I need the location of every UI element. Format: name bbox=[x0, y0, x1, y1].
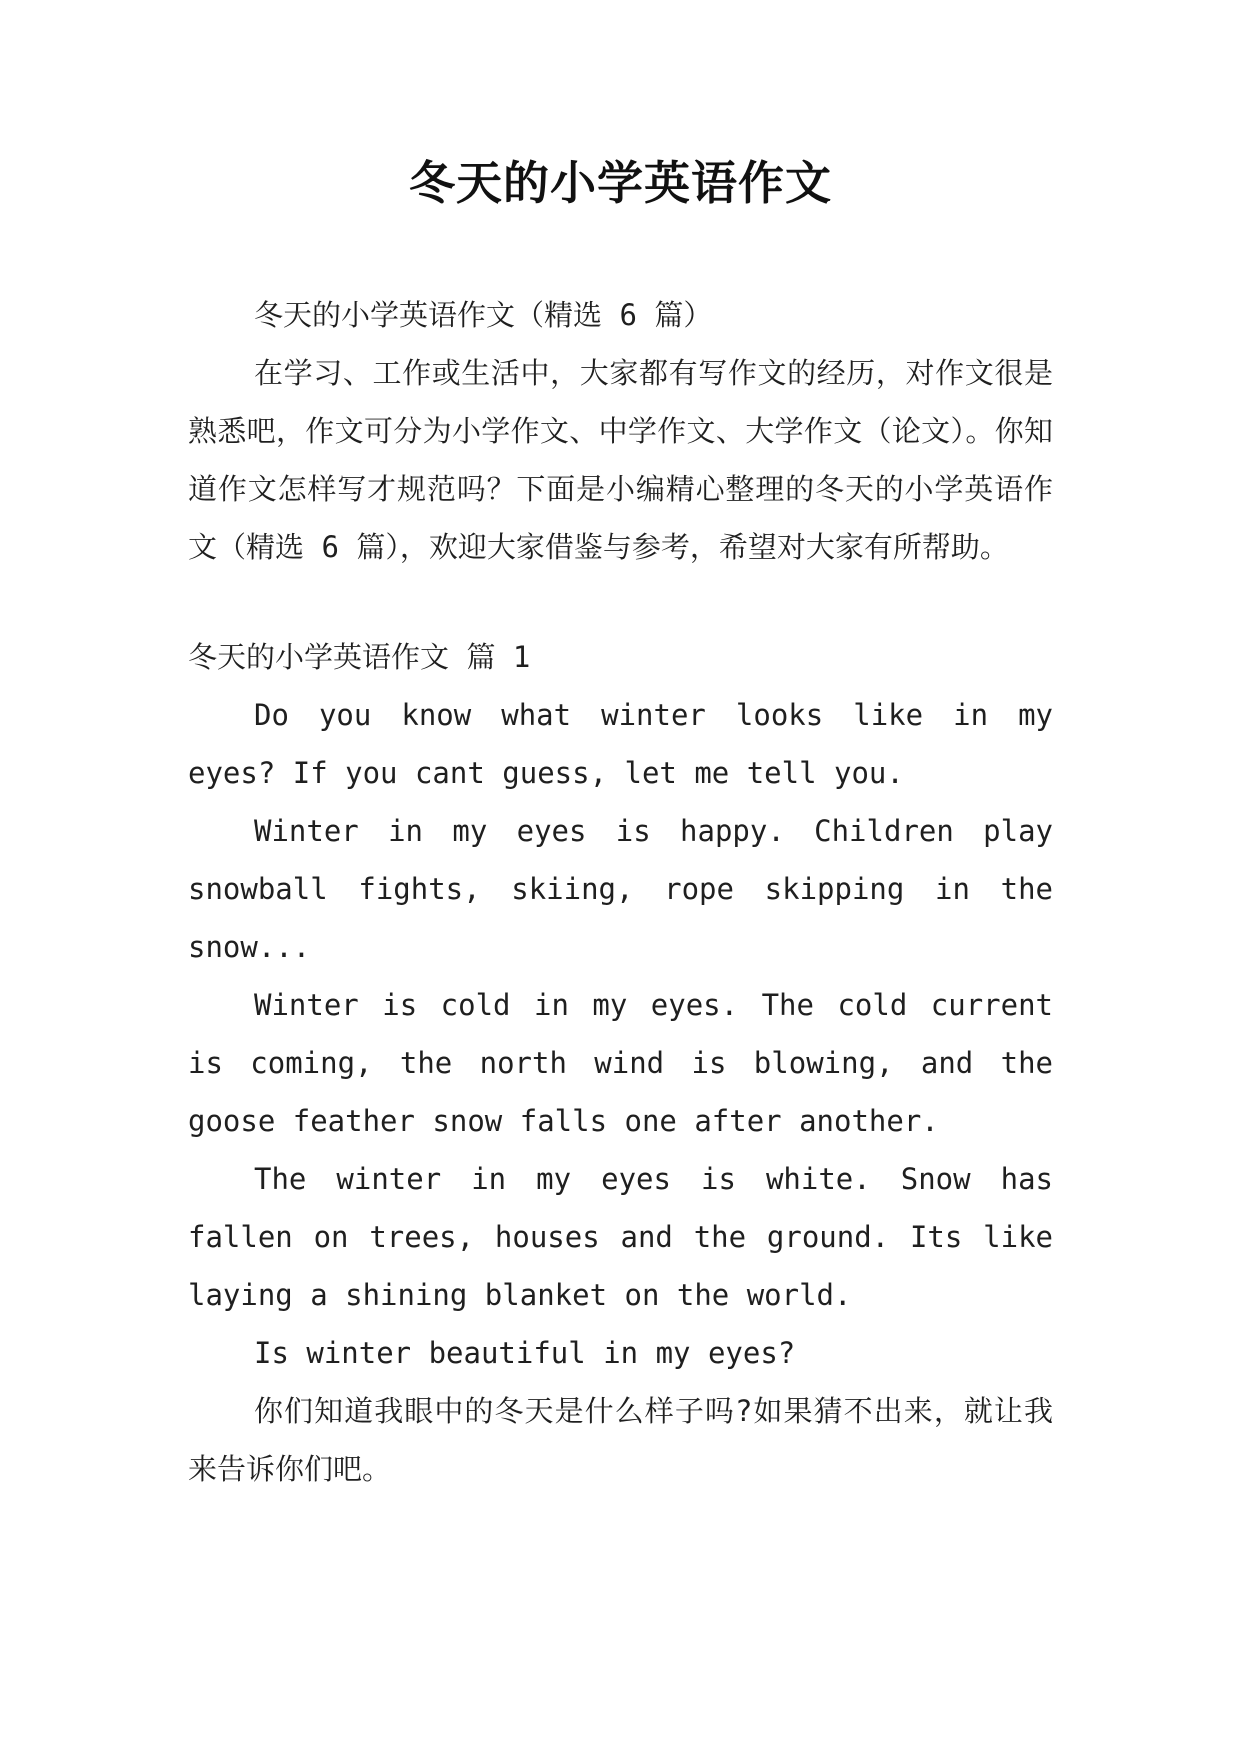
essay-paragraph: Is winter beautiful in my eyes? bbox=[254, 1336, 796, 1370]
essay-paragraph: Winter in my eyes is happy. Children play snowball fights, skiing, rope skipping in the snow... bbox=[188, 814, 1053, 964]
essay-paragraph: 你们知道我眼中的冬天是什么样子吗?如果猜不出来，就让我来告诉你们吧。 bbox=[188, 1394, 1053, 1486]
document-body bbox=[188, 286, 1053, 1498]
essay-paragraph: The winter in my eyes is white. Snow has fallen on trees, houses and the ground. Its like laying a shining blanket on the world. bbox=[188, 1162, 1053, 1312]
essay-paragraph: Do you know what winter looks like in my eyes? If you cant guess, let me tell you. bbox=[188, 698, 1053, 790]
essay-paragraph: Winter is cold in my eyes. The cold current is coming, the north wind is blowing, and the goose feather snow falls one after another. bbox=[188, 988, 1053, 1138]
document-subtitle: 冬天的小学英语作文（精选 6 篇） bbox=[254, 298, 713, 332]
section-heading: 冬天的小学英语作文 篇 1 bbox=[188, 640, 531, 674]
document-title: 冬天的小学英语作文 bbox=[409, 156, 832, 210]
intro-paragraph: 在学习、工作或生活中，大家都有写作文的经历，对作文很是熟悉吧，作文可分为小学作文、中学作文、大学作文（论文）。你知道作文怎样写才规范吗？下面是小编精心整理的冬天的小学英语作文（精选 6 篇），欢迎大家借鉴与参考，希望对大家有所帮助。 bbox=[188, 356, 1053, 564]
